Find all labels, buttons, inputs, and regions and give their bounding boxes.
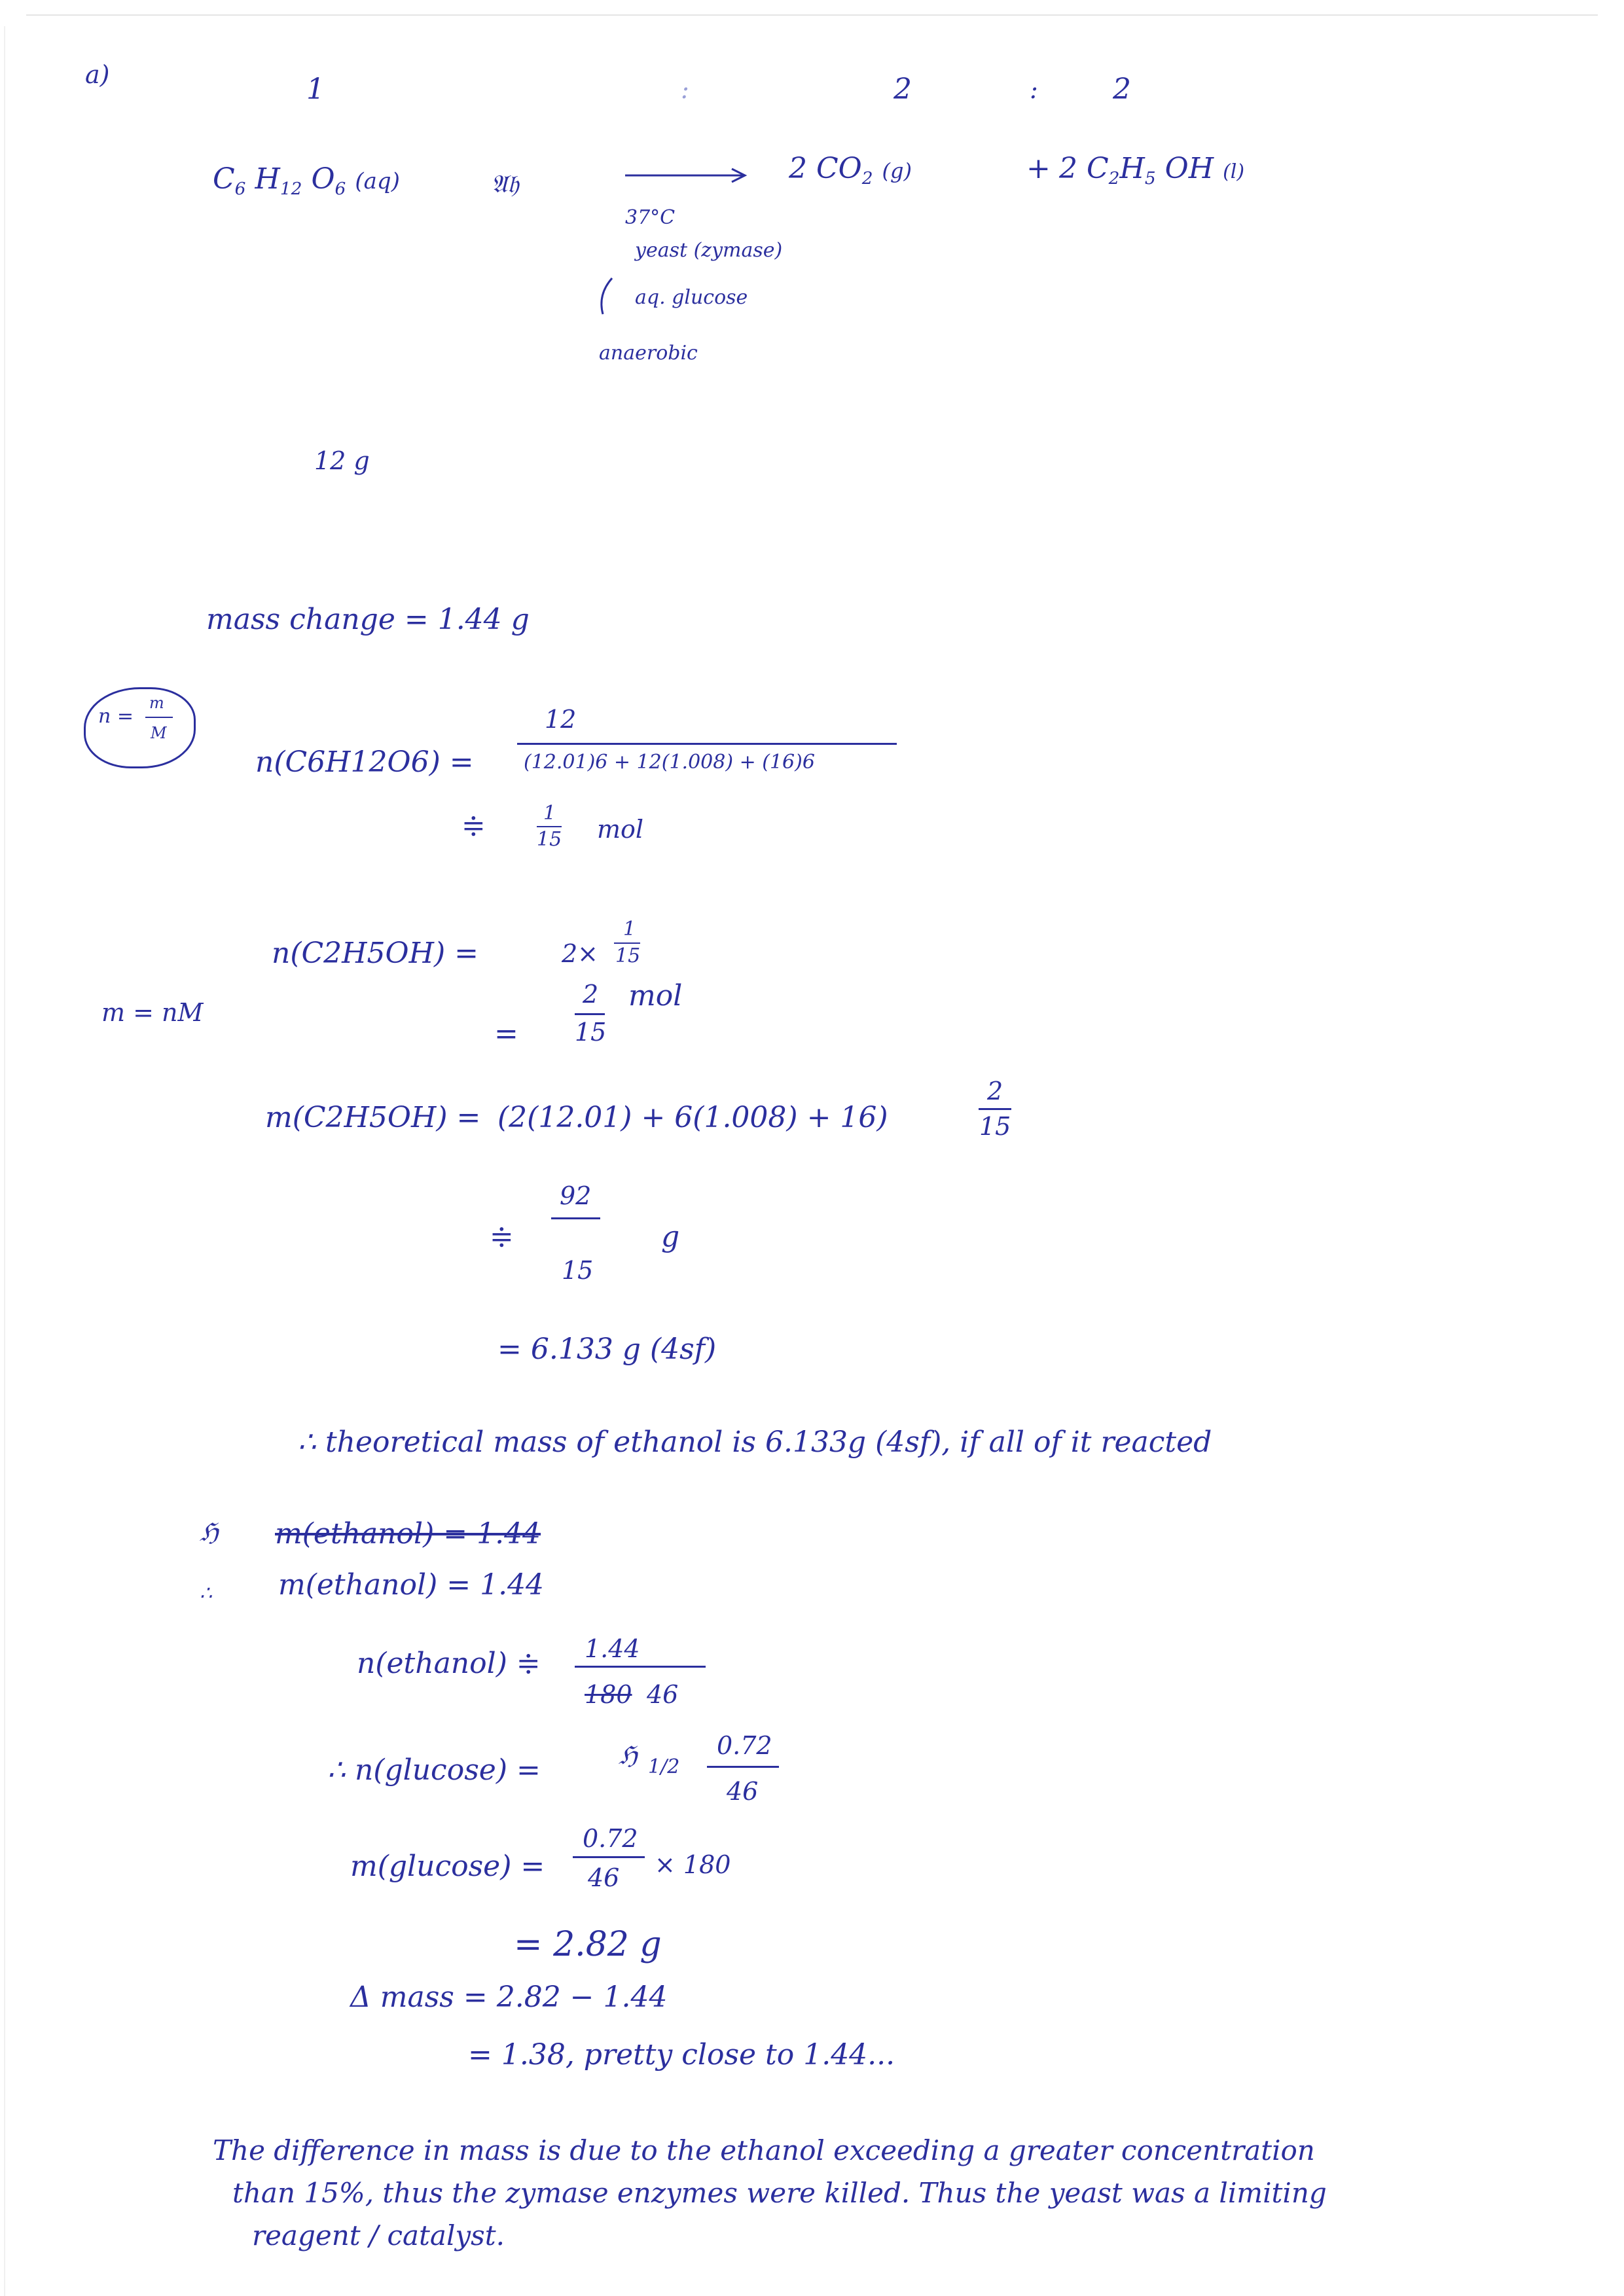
crossed-fraction-mark: ℌ [619, 1741, 638, 1770]
approx-sign: ≑ [490, 1220, 514, 1253]
explanation-line-3: reagent / catalyst. [252, 2219, 505, 2251]
circle-m: m [149, 694, 164, 712]
ratio-ethanol: 2 [1113, 73, 1131, 106]
equation-product-ethanol: 2 $C_2H_5$ OH (l) [1059, 152, 1245, 189]
mol-ethanol-unit: mol [628, 979, 683, 1013]
mol-glucose-2-num: 0.72 [717, 1731, 772, 1760]
mass-ethanol-lhs: m(C2H5OH) = [265, 1101, 481, 1134]
formula-circle [84, 687, 196, 768]
condition-bracket-icon [592, 275, 619, 347]
mol-ethanol-lhs: n(C2H5OH) = [272, 937, 478, 970]
condition-anaerobic: anaerobic [599, 342, 698, 365]
mass-glucose-den: 46 [588, 1863, 620, 1892]
crossed-denominator: 180 [585, 1680, 632, 1709]
ratio-separator: : [681, 75, 689, 104]
circle-M: M [151, 724, 167, 742]
reaction-arrow-icon [622, 164, 753, 183]
mol-ethanol-step1-bar [614, 942, 640, 944]
crossed-out-line: m(ethanol) = 1.44 [275, 1517, 541, 1551]
equation-plus: + [1026, 152, 1051, 185]
ratio-co2: 2 [893, 73, 912, 106]
mol-glucose-result-den: 15 [537, 828, 562, 851]
mol-glucose-denominator: (12.01)6 + 12(1.008) + (16)6 [524, 751, 815, 774]
mass-glucose-bar [573, 1856, 645, 1858]
equation-product-co2: 2 $CO_2$ (g) [789, 152, 912, 189]
delta-mass-result: = 1.38, pretty close to 1.44... [468, 2038, 895, 2072]
theoretical-mass-statement: ∴ theoretical mass of ethanol is 6.133g (4sf), if all of it reacted [298, 1426, 1212, 1459]
mass-ethanol-unit2: g [661, 1220, 680, 1253]
mol-glucose-unit: mol [597, 815, 644, 844]
mol-glucose-2-den: 46 [727, 1777, 759, 1806]
mol-ethanol-2-lhs: n(ethanol) ≑ [357, 1647, 541, 1680]
therefore-dots: ∴ [200, 1582, 213, 1605]
circle-fraction-bar [145, 717, 173, 718]
mol-ethanol-2-num: 1.44 [585, 1634, 640, 1663]
delta-mass: Δ mass = 2.82 − 1.44 [350, 1981, 668, 2014]
mass-ethanol-num2: 92 [560, 1181, 592, 1210]
ratio-separator: : [1030, 75, 1038, 104]
mol-glucose-result-bar [537, 826, 562, 827]
mass-ethanol-final: = 6.133 g (4sf) [497, 1333, 717, 1366]
mol-glucose-2-lhs: ∴ n(glucose) = [327, 1753, 541, 1787]
condition-temperature: 37°C [625, 206, 676, 229]
mass-glucose-factor: × 180 [655, 1850, 731, 1879]
mass-glucose-lhs: m(glucose) = [350, 1850, 545, 1883]
mol-glucose-fraction-bar [517, 743, 897, 745]
crossed-mark: ℌ [200, 1518, 219, 1547]
mass-ethanol-frac-num: 2 [987, 1077, 1003, 1105]
mass-glucose-num: 0.72 [583, 1824, 638, 1853]
mass-ethanol-expression: (2(12.01) + 6(1.008) + 16) [497, 1101, 888, 1134]
equation-reactant: $C_6$ $H_{12}$ $O_6$ (aq) [213, 162, 400, 200]
mol-ethanol-step1-den: 15 [615, 944, 641, 967]
mol-ethanol-den: 15 [575, 1018, 607, 1047]
half-factor: 1/2 [648, 1755, 680, 1778]
mol-ethanol-2-den: 46 [647, 1680, 679, 1709]
given-mass: 12 g [314, 446, 370, 475]
mass-glucose-result: = 2.82 g [514, 1925, 662, 1964]
mol-ethanol-step1-num: 1 [623, 918, 636, 941]
side-formula: m = nM [101, 998, 204, 1027]
circle-n: n = [98, 705, 134, 728]
mol-glucose-numerator: 12 [545, 705, 577, 734]
mol-ethanol-bar [575, 1013, 605, 1015]
ratio-reactant: 1 [306, 73, 325, 106]
scribble-mark: 𝔄𝔥 [491, 170, 519, 198]
mol-glucose-result-num: 1 [543, 802, 556, 825]
mol-glucose-2-bar [707, 1766, 779, 1768]
part-label: a) [85, 60, 110, 89]
mass-change: mass change = 1.44 g [206, 603, 530, 636]
mass-ethanol-bar2 [551, 1217, 600, 1219]
explanation-line-2: than 15%, thus the zymase enzymes were killed. Thus the yeast was a limiting [232, 2177, 1327, 2209]
mass-ethanol-frac-bar [979, 1108, 1011, 1110]
approx-sign: ≑ [461, 809, 486, 842]
page-top-edge [26, 14, 1598, 16]
mass-ethanol-den2: 15 [562, 1256, 594, 1285]
mass-ethanol-frac-den: 15 [979, 1112, 1011, 1141]
condition-catalyst: yeast (zymase) [635, 239, 783, 262]
explanation-line-1: The difference in mass is due to the ethanol exceeding a greater concentration [213, 2134, 1315, 2166]
mass-ethanol-given: m(ethanol) = 1.44 [278, 1568, 545, 1602]
mol-ethanol-2-bar [575, 1666, 706, 1668]
mol-glucose-lhs: n(C6H12O6) = [255, 745, 474, 779]
equals-sign: = [494, 1017, 518, 1050]
mol-ethanol-step1: 2× [562, 939, 599, 968]
mol-ethanol-num: 2 [583, 980, 599, 1009]
condition-solution: aq. glucose [635, 286, 748, 309]
page-left-edge [4, 26, 5, 2296]
